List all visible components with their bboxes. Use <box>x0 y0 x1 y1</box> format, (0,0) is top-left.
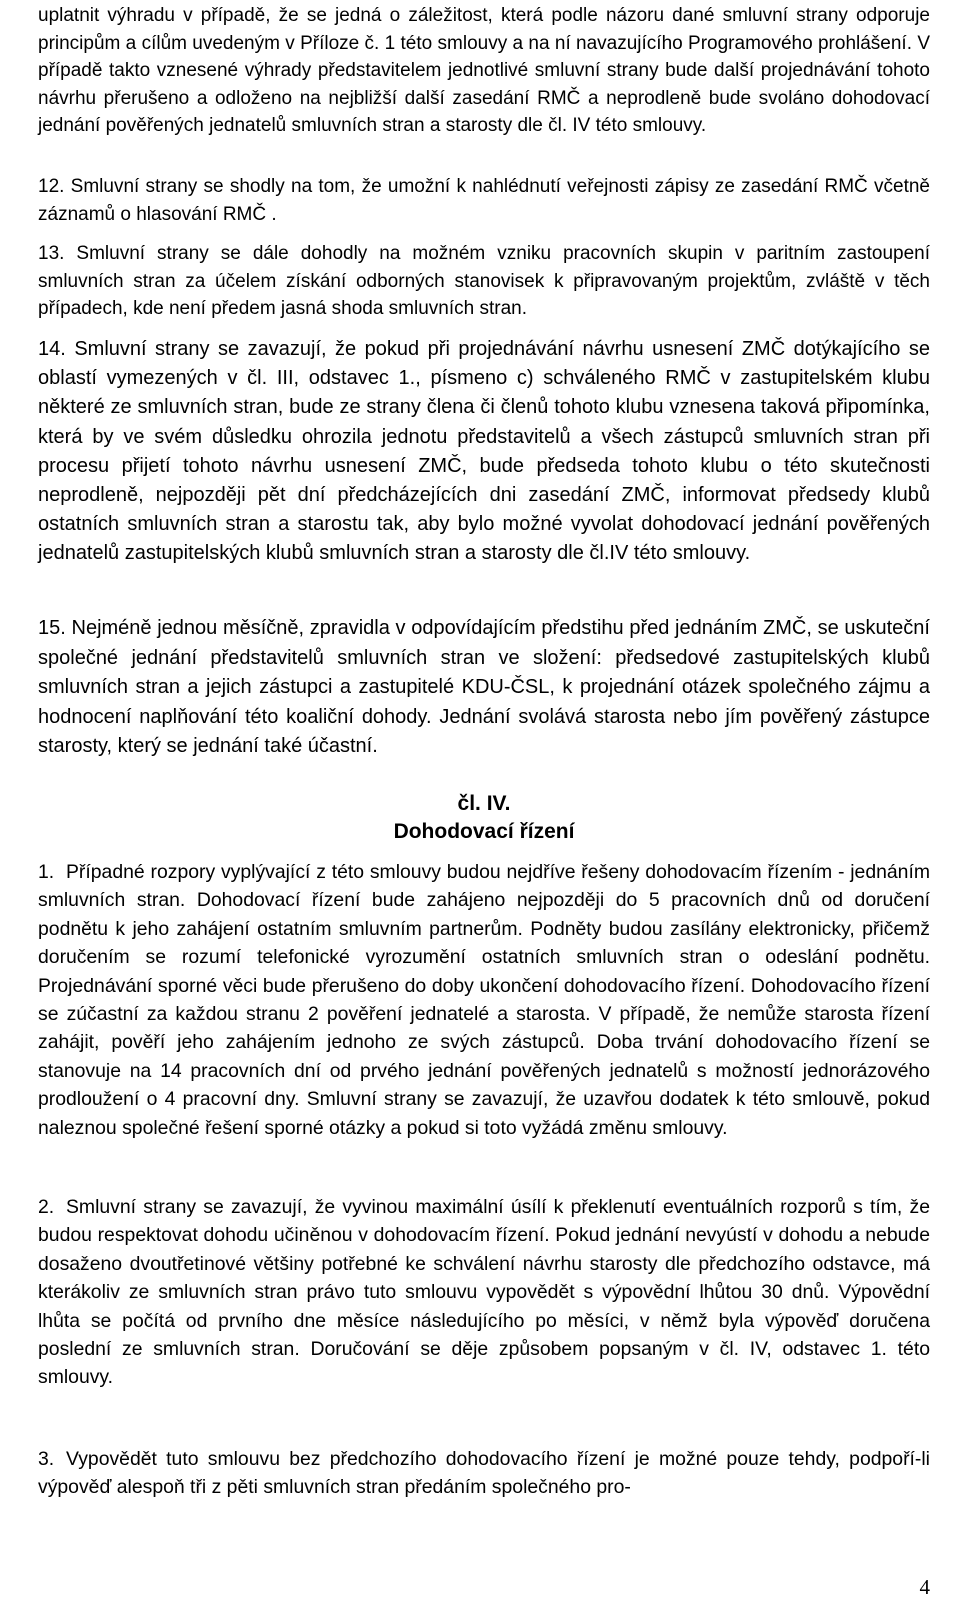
paragraph-15 <box>38 614 930 762</box>
paragraph-continuation <box>38 2 930 140</box>
paragraph-number: 12. <box>38 176 65 197</box>
paragraph-text: uplatnit výhradu v případě, že se jedná o záležitost, která podle názoru dané smluvní strany odporuje principům a cílům uvedeným v Příloze č. 1 této smlouvy a na ní navazujícího Programového prohlášení. V případě takto vznesené výhrady představitelem jednotlivé smluvní strany bude další projednávání tohoto návrhu přerušeno a odloženo na nejbližší další zasedání RMČ a neprodleně bude svoláno dohodovací jednání pověřených jednatelů smluvních stran a starosty dle čl. IV této smlouvy. <box>38 5 930 137</box>
paragraph-14 <box>38 335 930 569</box>
paragraph-text: Smluvní strany se zavazují, že pokud při projednávání návrhu usnesení ZMČ dotýkajícího se oblastí vymezených v čl. III, odstavec 1., písmeno c) schváleného RMČ v zastupitelském klubu některé ze smluvních stran, bude ze strany člena či členů tohoto klubu vznesena taková připomínka, která by ve svém důsledku ohrozila jednotu představitelů a všech zástupců smluvních stran při procesu přijetí tohoto návrhu usnesení ZMČ, bude předseda tohoto klubu o této skutečnosti neprodleně, nejpozději pět dní předcházejících dni zasedání ZMČ, informovat předsedy klubů ostatních smluvních stran a starostu tak, aby bylo možné vyvolat dohodovací jednání pověřených jednatelů zastupitelských klubů smluvních stran a starosty dle čl.IV této smlouvy. <box>38 338 930 565</box>
paragraph-13 <box>38 240 930 323</box>
paragraph-text: Smluvní strany se shodly na tom, že umožní k nahlédnutí veřejnosti zápisy ze zasedání RMČ včetně záznamů o hlasování RMČ . <box>38 176 930 225</box>
paragraph-number: 14. <box>38 338 66 360</box>
paragraph-number: 2. <box>38 1196 55 1218</box>
page-number: 4 <box>919 1575 930 1599</box>
paragraph-text: Vypovědět tuto smlouvu bez předchozího dohodovacího řízení je možné pouze tehdy, podpoří-li výpověď alespoň tři z pěti smluvních stran předáním společného pro- <box>38 1448 930 1499</box>
section-paragraph-2 <box>38 1193 930 1392</box>
paragraph-number: 3. <box>38 1448 55 1470</box>
section-title: Dohodovací řízení <box>393 820 575 843</box>
paragraph-number: 15. <box>38 617 66 639</box>
paragraph-number: 13. <box>38 243 65 264</box>
section-number: čl. IV. <box>457 792 511 815</box>
section-paragraph-1 <box>38 858 930 1142</box>
paragraph-text: Smluvní strany se zavazují, že vyvinou maximální úsílí k překlenutí eventuálních rozporů s tím, že budou respektovat dohodu učiněnou v dohodovacím řízení. Pokud jednání nevyústí v dohodu a nebude dosaženo dvoutřetinové většiny potřebné ke schválení návrhu starosty dle předchozího odstavce, má kterákoliv ze smluvních stran právo tuto smlouvu vypovědět s výpovědní lhůtou 30 dnů. Výpovědní lhůta se počítá od prvního dne měsíce následujícího po měsíci, v němž byla výpověď doručena poslední ze smluvních stran. Doručování se děje způsobem popsaným v čl. IV, odstavec 1. této smlouvy. <box>38 1196 930 1389</box>
paragraph-12 <box>38 173 930 228</box>
section-paragraph-3 <box>38 1445 930 1502</box>
paragraph-text: Smluvní strany se dále dohodly na možném vzniku pracovních skupin v paritním zastoupení smluvních stran za účelem získání odborných stanovisek k připravovaným projektům, zvláště v těch případech, kde není předem jasná shoda smluvních stran. <box>38 243 931 320</box>
paragraph-text: Případné rozpory vyplývající z této smlouvy budou nejdříve řešeny dohodovacím řízením - jednáním smluvních stran. Dohodovací řízení bude zahájeno nejpozději do 5 pracovních dnů od doručení podnětu k jeho zahájení ostatním smluvním partnerům. Podněty budou zasílány elektronicky, přičemž doručením se rozumí telefonické vyrozumění ostatních smluvních stran o odeslání podnětu. Projednávání sporné věci bude přerušeno do doby ukončení dohodovacího řízení. Dohodovacího řízení se zúčastní za každou stranu 2 pověření jednatelé a starosta. V případě, že nemůže starosta řízení zahájit, pověří jeho zahájením jednoho ze svých zástupců. Doba trvání dohodovacího řízení se stanovuje na 14 pracovních dní od prvého jednání pověřených jednatelů s možností jednorázového prodloužení o 4 pracovní dny. Smluvní strany se zavazují, že uzavřou dodatek k této smlouvě, pokud naleznou společné řešení sporné otázky a pokud si toto vyžádá změnu smlouvy. <box>38 861 930 1139</box>
paragraph-number: 1. <box>38 861 55 883</box>
paragraph-text: Nejméně jednou měsíčně, zpravidla v odpovídajícím předstihu před jednáním ZMČ, se uskuteční společné jednání představitelů smluvních stran ve složení: předsedové zastupitelských klubů smluvních stran a jejich zástupci a zastupitelé KDU-ČSL, k projednání otázek společného zájmu a hodnocení naplňování této koaliční dohody. Jednání svolává starosta nebo jím pověřený zástupce starosty, který se jednání také účastní. <box>38 617 930 758</box>
